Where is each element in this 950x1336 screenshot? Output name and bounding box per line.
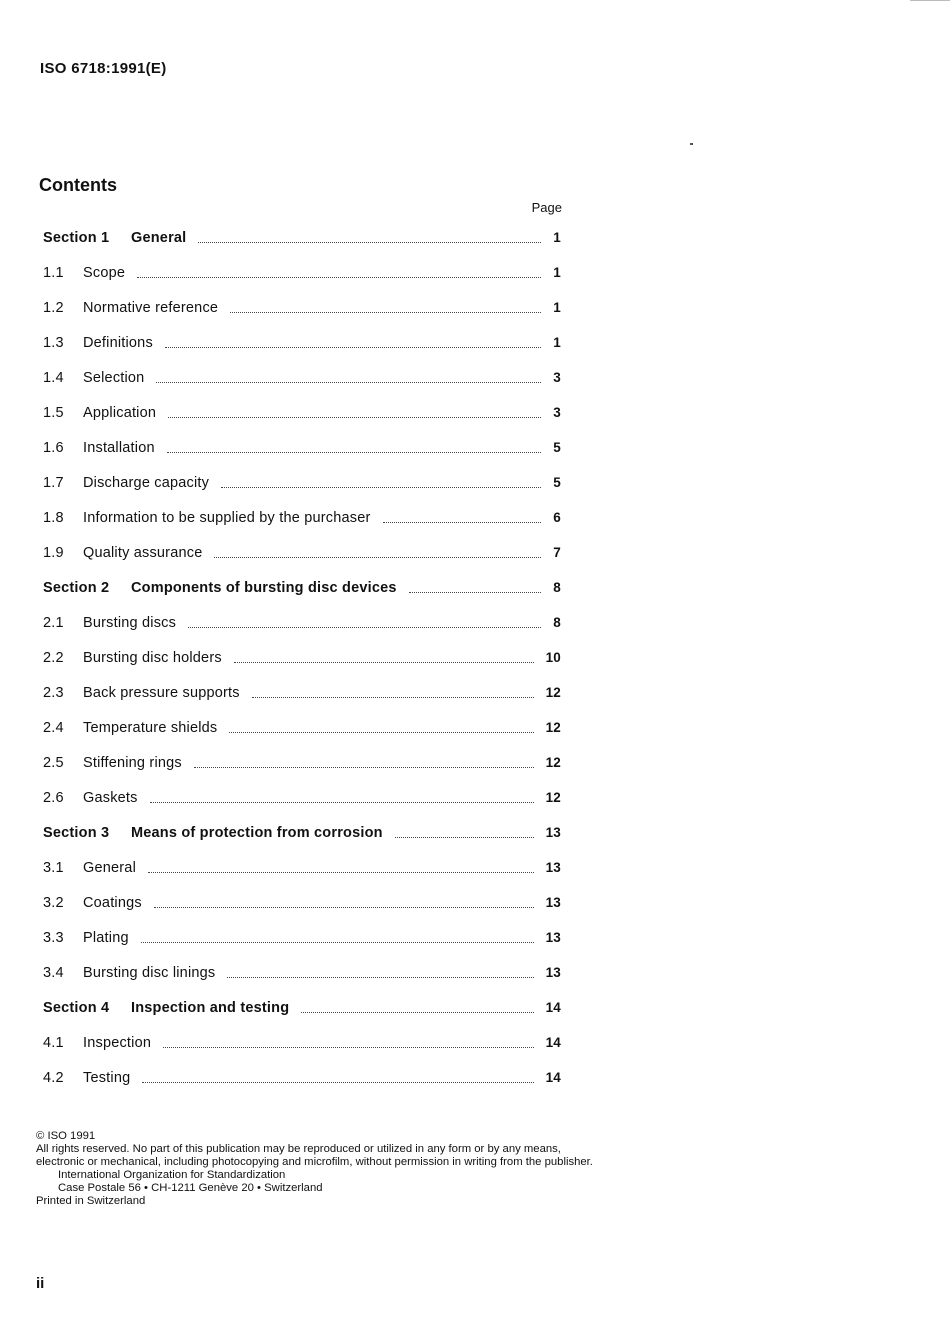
toc-entry-title: Temperature shields [83,720,218,736]
toc-entry-title: Coatings [83,895,142,911]
toc-entry-title: Discharge capacity [83,475,210,491]
toc-entry-title: Normative reference [83,300,219,316]
toc-entry [43,292,563,327]
toc-entry-number: 1.4 [43,370,64,386]
toc-page-number: 12 [545,720,561,735]
toc-dot-leader [165,347,541,348]
toc-entry-number: Section 3 [43,825,110,841]
toc-entry-number: 1.7 [43,475,64,491]
toc-entry [43,852,563,887]
toc-dot-leader [229,732,534,733]
toc-page-number: 1 [553,335,561,350]
toc-dot-leader [301,1012,534,1013]
toc-page-number: 14 [545,1070,561,1085]
toc-entry-title: Information to be supplied by the purchaser [83,510,371,526]
toc-entry [43,502,563,537]
table-of-contents [43,222,563,1097]
organization-address: Case Postale 56 • CH-1211 Genève 20 • Switzerland [58,1182,323,1194]
toc-entry-title: Definitions [83,335,153,351]
toc-entry-title: General [131,230,187,246]
toc-entry-number: 1.1 [43,265,64,281]
toc-entry-title: Bursting discs [83,615,177,631]
toc-entry-number: 1.9 [43,545,64,561]
toc-page-number: 10 [545,650,561,665]
toc-page-number: 1 [553,265,561,280]
toc-page-number: 12 [545,685,561,700]
toc-entry-title: Means of protection from corrosion [131,825,383,841]
copyright-notice [36,1130,596,1208]
toc-entry [43,432,563,467]
toc-dot-leader [163,1047,534,1048]
toc-entry-number: 1.8 [43,510,64,526]
toc-entry-number: 2.6 [43,790,64,806]
toc-entry [43,397,563,432]
toc-entry-number: Section 1 [43,230,110,246]
toc-page-number: 14 [545,1000,561,1015]
toc-dot-leader [409,592,541,593]
toc-entry-number: 3.2 [43,895,64,911]
toc-entry [43,922,563,957]
toc-entry [43,467,563,502]
toc-entry [43,782,563,817]
toc-entry-number: 3.4 [43,965,64,981]
toc-dot-leader [137,277,541,278]
toc-page-number: 7 [553,545,561,560]
toc-page-number: 13 [545,965,561,980]
rights-statement: All rights reserved. No part of this publication may be reproduced or utilized in any form or by any means, electronic or mechanical, including photocopying and microfilm, without permission in writing from the publisher. [36,1143,593,1168]
toc-entry-title: Plating [83,930,129,946]
toc-section-entry [43,572,563,607]
toc-entry-title: Gaskets [83,790,138,806]
toc-dot-leader [188,627,541,628]
toc-section-entry [43,992,563,1027]
toc-dot-leader [227,977,534,978]
toc-dot-leader [154,907,534,908]
toc-entry-title: Inspection [83,1035,152,1051]
toc-page-number: 13 [545,895,561,910]
toc-page-number: 5 [553,440,561,455]
toc-dot-leader [395,837,534,838]
copyright-line: © ISO 1991 [36,1130,96,1142]
toc-dot-leader [252,697,534,698]
toc-entry [43,537,563,572]
toc-dot-leader [194,767,534,768]
toc-dot-leader [156,382,541,383]
toc-dot-leader [234,662,534,663]
toc-entry-number: Section 4 [43,1000,110,1016]
toc-entry-number: Section 2 [43,580,110,596]
toc-dot-leader [221,487,541,488]
toc-entry-number: 3.1 [43,860,64,876]
toc-entry-title: Quality assurance [83,545,203,561]
page-edge-mark [910,0,950,1]
toc-entry [43,1062,563,1097]
toc-page-number: 13 [545,825,561,840]
toc-entry-title: Bursting disc holders [83,650,222,666]
toc-dot-leader [141,942,534,943]
toc-entry-number: 1.3 [43,335,64,351]
contents-title: Contents [39,175,117,195]
toc-entry-number: 1.6 [43,440,64,456]
toc-section-entry [43,817,563,852]
toc-page-number: 12 [545,790,561,805]
toc-dot-leader [198,242,541,243]
scan-mark [690,143,693,145]
toc-entry [43,257,563,292]
toc-entry-number: 3.3 [43,930,64,946]
toc-entry [43,747,563,782]
toc-entry-title: Testing [83,1070,131,1086]
toc-entry-title: Installation [83,440,155,456]
toc-entry-number: 1.2 [43,300,64,316]
toc-section-entry [43,222,563,257]
toc-page-number: 13 [545,860,561,875]
toc-entry-title: Back pressure supports [83,685,240,701]
toc-entry-number: 2.2 [43,650,64,666]
toc-entry-title: General [83,860,136,876]
toc-page-number: 8 [553,615,561,630]
toc-dot-leader [150,802,534,803]
toc-page-number: 3 [553,405,561,420]
toc-entry [43,642,563,677]
page-folio: ii [36,1275,45,1292]
document-id: ISO 6718:1991(E) [40,60,167,77]
toc-entry-title: Selection [83,370,145,386]
toc-entry-title: Inspection and testing [131,1000,290,1016]
toc-entry [43,327,563,362]
toc-dot-leader [148,872,534,873]
toc-page-number: 6 [553,510,561,525]
toc-page-number: 1 [553,230,561,245]
toc-page-number: 8 [553,580,561,595]
toc-entry-number: 1.5 [43,405,64,421]
toc-page-number: 12 [545,755,561,770]
toc-entry-title: Stiffening rings [83,755,182,771]
toc-page-number: 3 [553,370,561,385]
organization-name: International Organization for Standardization [58,1169,286,1181]
toc-entry [43,607,563,642]
toc-entry [43,362,563,397]
toc-entry-number: 4.1 [43,1035,64,1051]
toc-page-number: 14 [545,1035,561,1050]
toc-entry-title: Components of bursting disc devices [131,580,397,596]
toc-dot-leader [142,1082,534,1083]
page-column-label: Page [531,200,562,215]
toc-entry [43,957,563,992]
toc-entry [43,1027,563,1062]
toc-entry-number: 2.5 [43,755,64,771]
toc-entry-number: 4.2 [43,1070,64,1086]
toc-entry [43,677,563,712]
toc-entry-title: Application [83,405,157,421]
toc-entry-number: 2.3 [43,685,64,701]
toc-entry-title: Bursting disc linings [83,965,216,981]
toc-dot-leader [383,522,541,523]
toc-dot-leader [167,452,541,453]
toc-entry-title: Scope [83,265,126,281]
toc-page-number: 13 [545,930,561,945]
toc-entry [43,712,563,747]
toc-entry [43,887,563,922]
printed-in: Printed in Switzerland [36,1195,146,1207]
toc-dot-leader [168,417,541,418]
toc-entry-number: 2.1 [43,615,64,631]
toc-page-number: 1 [553,300,561,315]
toc-dot-leader [230,312,541,313]
toc-dot-leader [214,557,541,558]
toc-page-number: 5 [553,475,561,490]
toc-entry-number: 2.4 [43,720,64,736]
